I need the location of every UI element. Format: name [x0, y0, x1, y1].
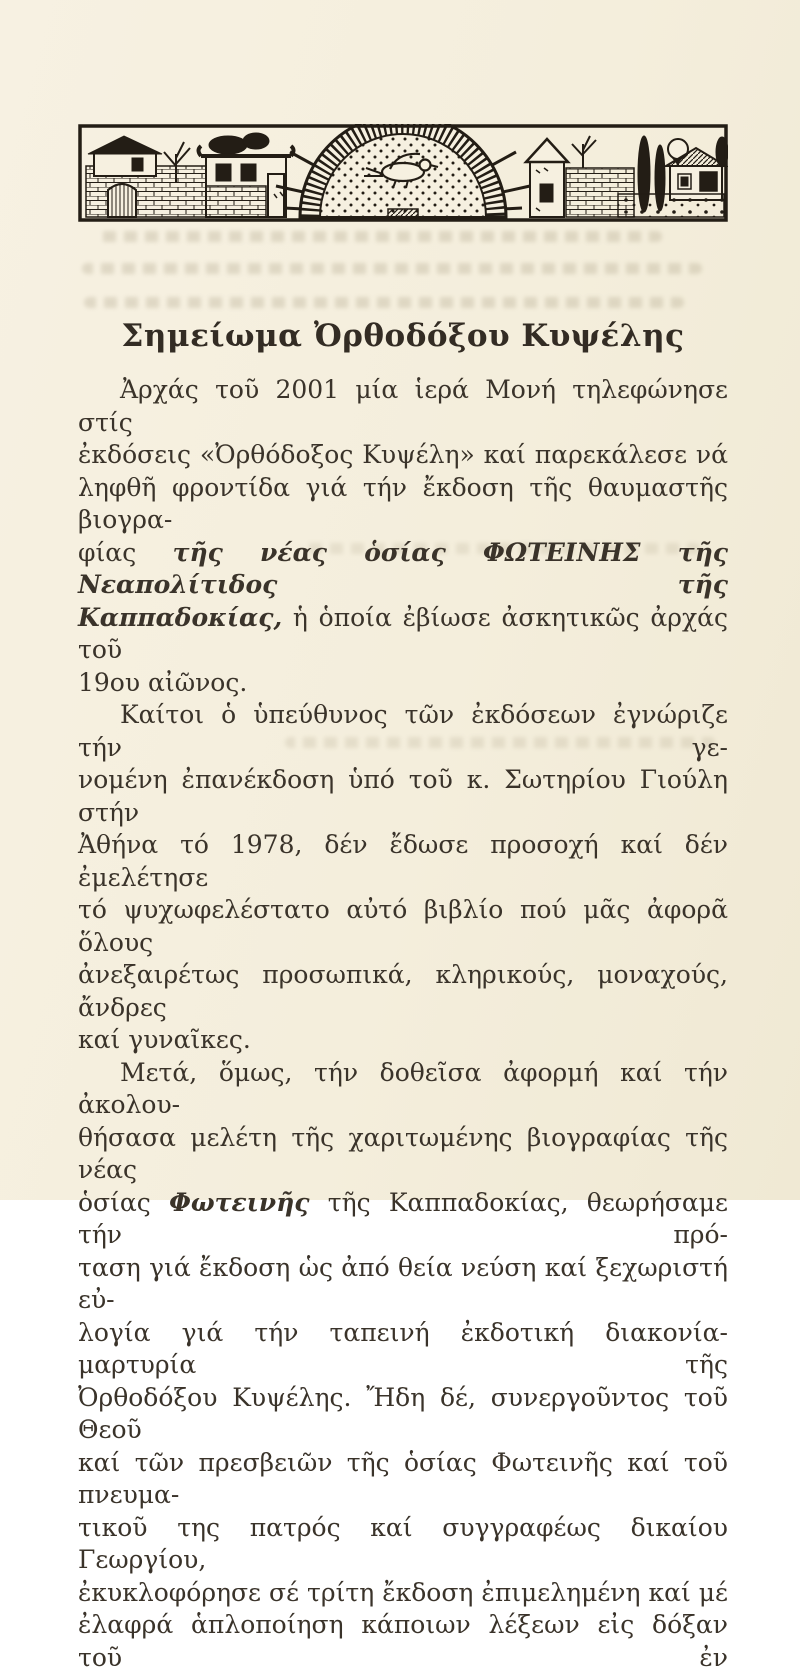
- woodcut-right-village: [526, 136, 728, 217]
- bleedthrough-smudge: [82, 263, 702, 274]
- text-line: Ὀρθοδόξου Κυψέλης. Ἤδη δέ, συνεργοῦντος τοῦ Θεοῦ: [78, 1382, 728, 1444]
- woodcut-left-village: [86, 133, 294, 217]
- page-title: Σημείωμα Ὀρθοδόξου Κυψέλης: [121, 317, 685, 354]
- text-line: τικοῦ της πατρός καί συγγραφέως δικαίου Γεωργίου,: [78, 1512, 728, 1574]
- text-line: Ἀρχάς τοῦ 2001 μία ἱερά Μονή τηλεφώνησε στίς: [78, 375, 728, 437]
- text-line: ἐκδόσεις «Ὀρθόδοξος Κυψέλη» καί παρεκάλεσε νά: [78, 440, 728, 469]
- text-line: θήσασα μελέτη τῆς χαριτωμένης βιογραφίας τῆς νέας: [78, 1122, 728, 1184]
- text-line: ἐλαφρά ἁπλοποίηση κάποιων λέξεων εἰς δόξαν τοῦ ἐν: [78, 1610, 728, 1672]
- text-line: ληφθῆ φροντίδα γιά τήν ἔκδοση τῆς θαυμαστῆς βιογρα-: [78, 472, 728, 534]
- bleedthrough-smudge: [96, 231, 662, 242]
- text-line: Καππαδοκίας, ἡ ὁποία ἐβίωσε ἀσκητικῶς ἀρχάς τοῦ: [78, 602, 728, 664]
- text-line: ὁσίας Φωτεινῆς τῆς Καππαδοκίας, θεωρήσαμε τήν πρό-: [78, 1187, 729, 1249]
- header-woodcut-illustration: [78, 124, 728, 222]
- text-line: Καίτοι ὁ ὑπεύθυνος τῶν ἐκδόσεων ἐγνώριζε τήν γε-: [78, 700, 728, 762]
- text-line: καί τῶν πρεσβειῶν τῆς ὁσίας Φωτεινῆς καί τοῦ πνευμα-: [78, 1447, 728, 1509]
- text-line: ἀνεξαιρέτως προσωπικά, κληρικούς, μοναχούς, ἄνδρες: [78, 960, 728, 1022]
- body-text: [78, 374, 728, 1674]
- text-line: 19ου αἰῶνος.: [78, 667, 248, 697]
- text-line: ταση γιά ἔκδοση ὡς ἀπό θεία νεύση καί ξεχωριστή εὐ-: [78, 1252, 728, 1314]
- text-line: καί γυναῖκες.: [78, 1025, 251, 1054]
- bleedthrough-smudge: [84, 297, 684, 308]
- text-line: φίας τῆς νέας ὁσίας ΦΩΤΕΙΝΗΣ τῆς Νεαπολίτιδος τῆς: [78, 537, 728, 599]
- text-line: νομένη ἐπανέκδοση ὑπό τοῦ κ. Σωτηρίου Γιούλη στήν: [78, 765, 728, 827]
- text-line: Ἀθήνα τό 1978, δέν ἔδωσε προσοχή καί δέν ἐμελέτησε: [78, 830, 728, 892]
- woodcut-sun-icon: [276, 124, 530, 217]
- text-line: Μετά, ὅμως, τήν δοθεῖσα ἀφορμή καί τήν ἀκολου-: [78, 1057, 728, 1119]
- text-line: τό ψυχωφελέστατο αὐτό βιβλίο πού μᾶς ἀφορᾶ ὅλους: [78, 895, 728, 957]
- woodcut-village-sun-dove-icon: [78, 124, 728, 222]
- text-line: λογία γιά τήν ταπεινή ἐκδοτική διακονία-μαρτυρία τῆς: [78, 1317, 728, 1379]
- text-line: ἐκυκλοφόρησε σέ τρίτη ἔκδοση ἐπιμελημένη καί μέ: [78, 1577, 728, 1607]
